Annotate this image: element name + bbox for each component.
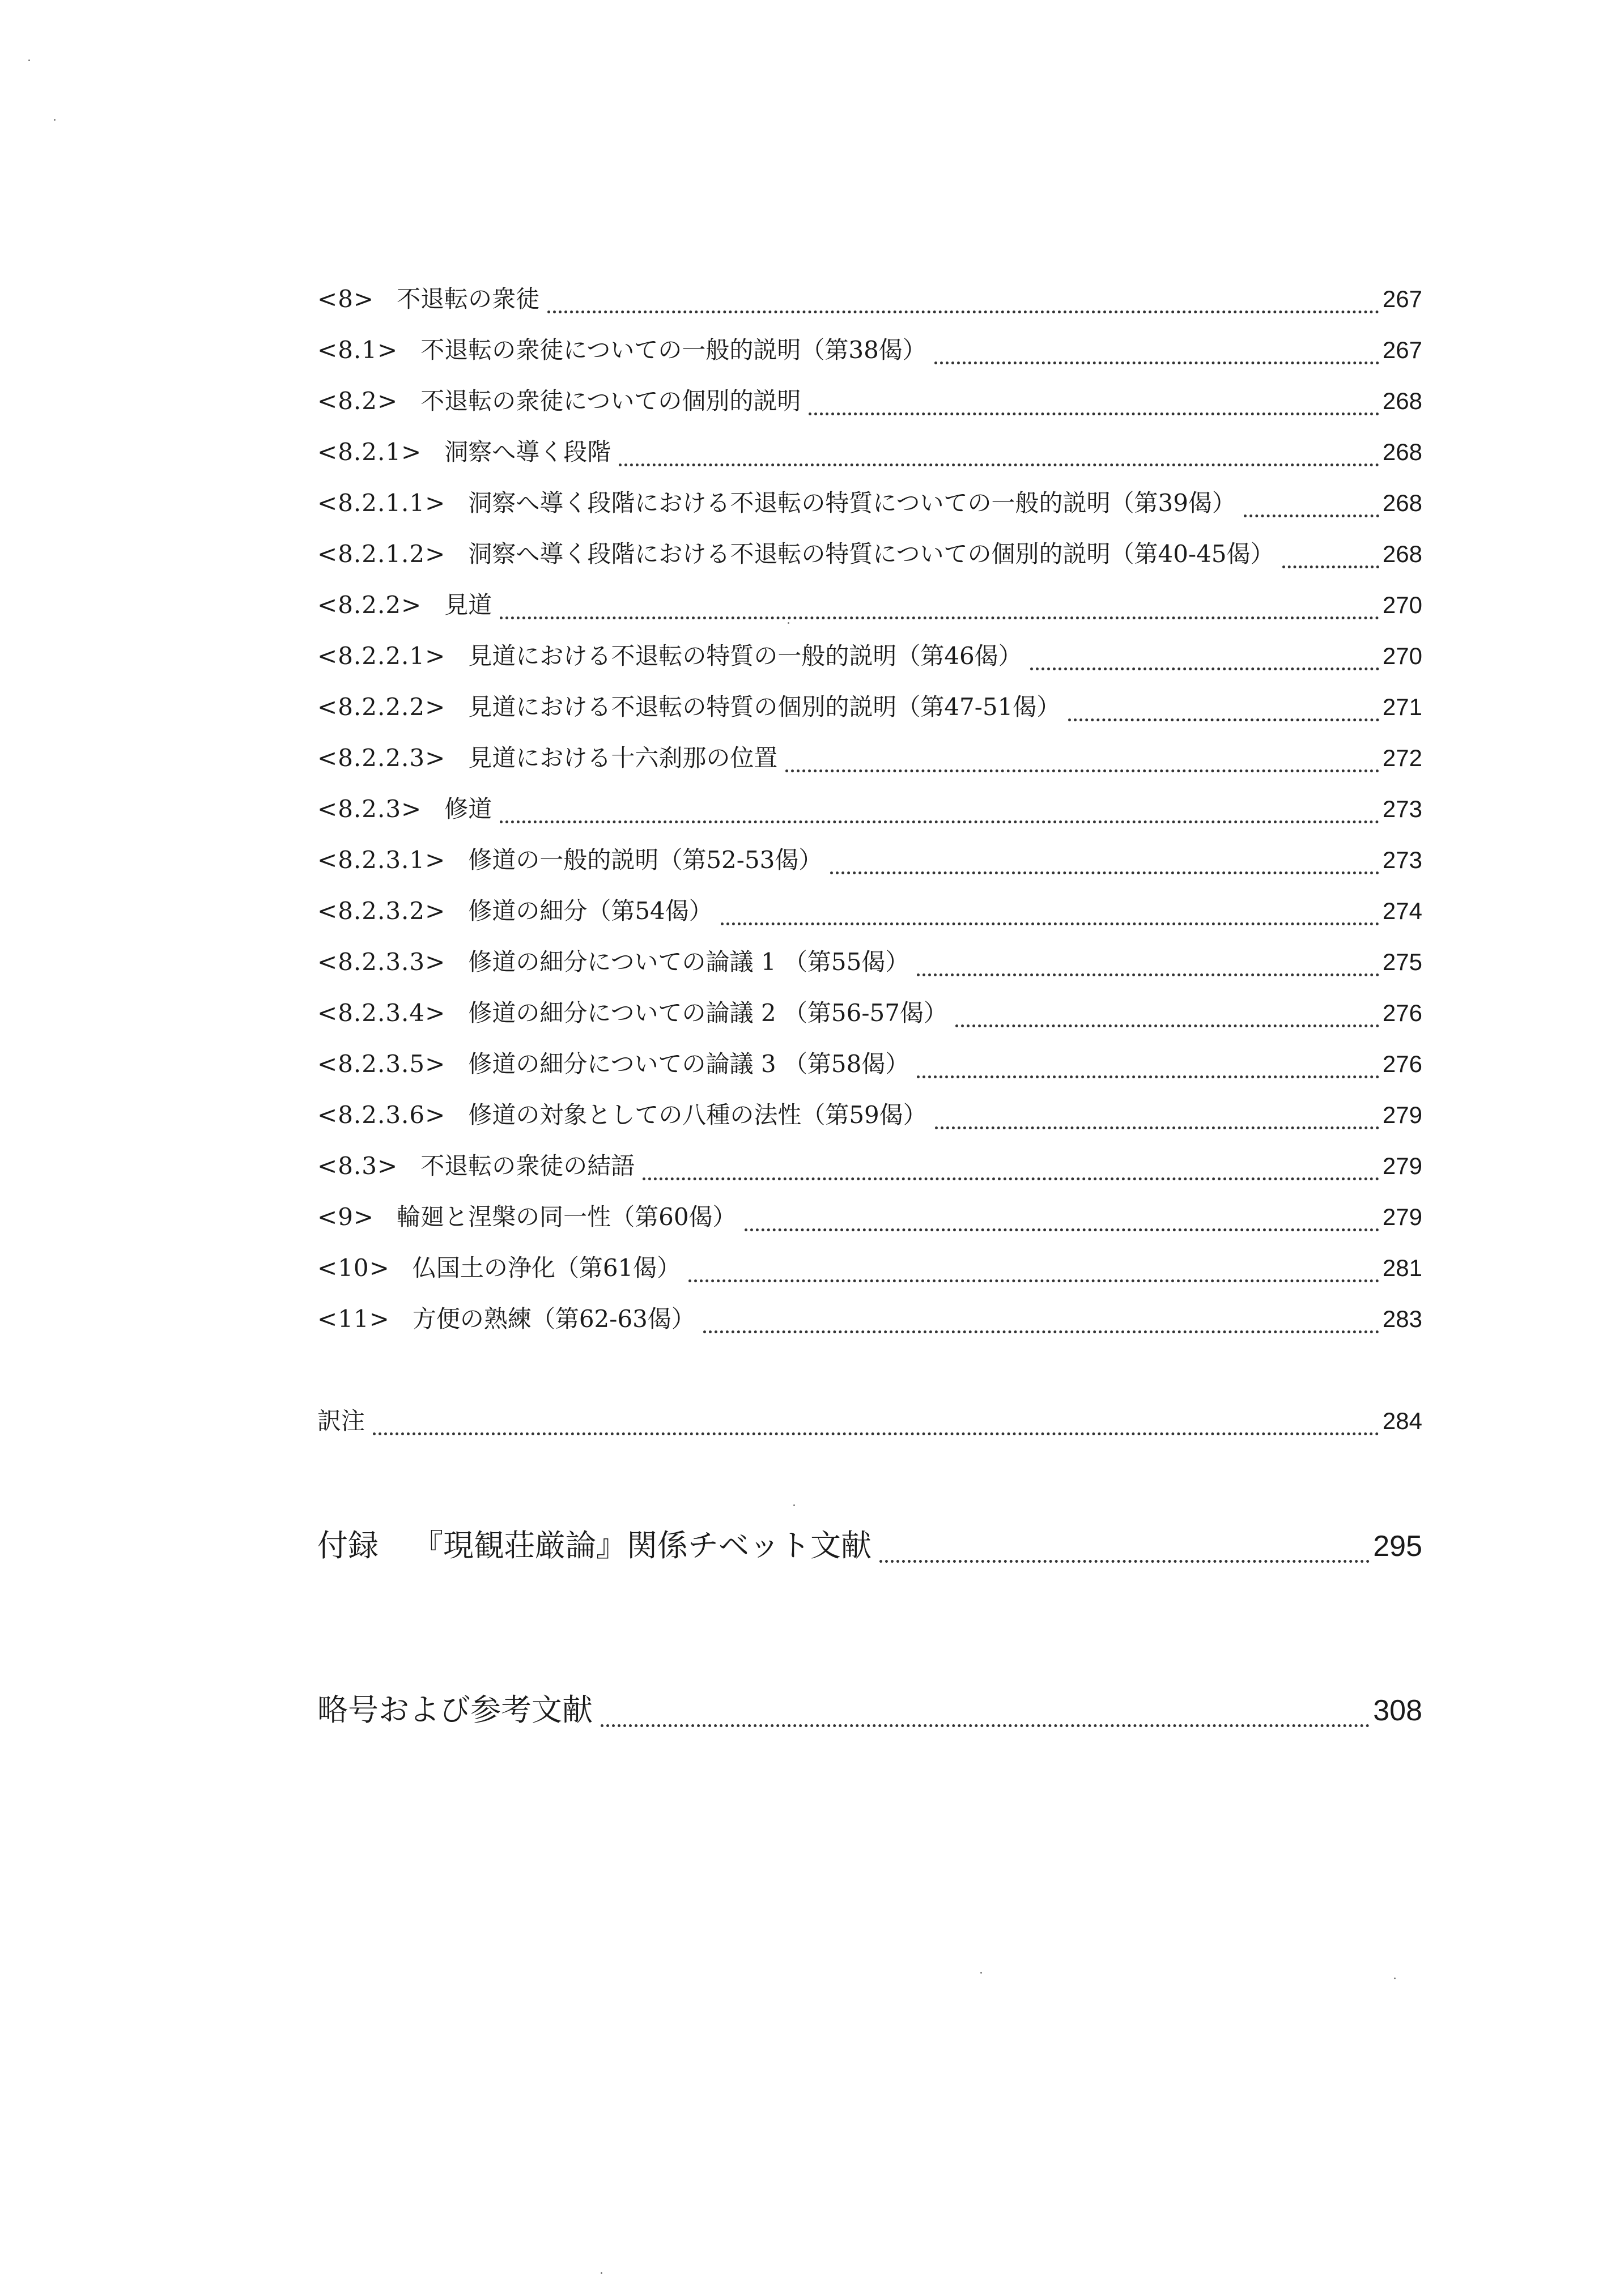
section-number: <8.2.3.3> [317,948,446,976]
scan-speck [788,622,789,624]
section-number: <9> [317,1203,375,1231]
section-title: 洞察へ導く段階における不退転の特質についての一般的説明（第39偈） [468,489,1236,517]
scan-speck [28,59,30,61]
page-number: 308 [1373,1694,1422,1727]
section-number: <10> [317,1254,390,1282]
section-number: <8.2.2.2> [317,693,446,721]
section-title: 見道 [444,591,492,619]
dot-leader [500,616,1379,619]
dot-leader [935,1126,1379,1129]
section-title: 見道における不退転の特質の一般的説明（第46偈） [468,642,1022,670]
page-number: 283 [1382,1306,1422,1332]
toc-entry[interactable] [317,892,1422,943]
section-title: 修道の細分についての論議 1 （第55偈） [468,948,909,976]
page-number: 268 [1382,388,1422,414]
section-number: <8.2.3.6> [317,1101,446,1129]
page-number: 275 [1382,949,1422,975]
page-number: 267 [1382,337,1422,363]
section-title: 見道における十六刹那の位置 [468,744,778,772]
appendix-label: 付録 [317,1528,379,1563]
dot-leader [879,1560,1370,1563]
section-title: 修道の対象としての八種の法性（第59偈） [468,1101,927,1129]
toc-entry[interactable] [317,382,1422,433]
section-title: 修道の細分についての論議 2 （第56-57偈） [468,999,947,1027]
section-number: <8.3> [317,1152,398,1180]
page-number: 274 [1382,898,1422,924]
toc-entry[interactable] [317,841,1422,892]
toc-entry[interactable] [317,1096,1422,1147]
page-number: 272 [1382,745,1422,771]
toc-entry[interactable] [317,331,1422,382]
dot-leader [721,922,1379,925]
dot-leader [619,464,1379,466]
section-number: <8.2> [317,387,398,415]
table-of-contents [317,280,1422,1754]
scan-speck [54,119,56,121]
dot-leader [703,1330,1379,1333]
page-number: 267 [1382,286,1422,312]
toc-entry[interactable] [317,994,1422,1045]
dot-leader [1030,667,1379,670]
toc-notes[interactable] [317,1402,1422,1453]
section-number: <8.2.3.4> [317,999,446,1027]
dot-leader [745,1228,1379,1231]
dot-leader [809,413,1379,415]
toc-entry[interactable] [317,688,1422,739]
dot-leader [1282,566,1379,568]
dot-leader [917,1075,1379,1078]
toc-entry[interactable] [317,484,1422,535]
toc-entry[interactable] [317,739,1422,790]
toc-entry[interactable] [317,1147,1422,1198]
page-number: 270 [1382,592,1422,618]
page-number: 276 [1382,1051,1422,1077]
section-title: 不退転の衆徒 [397,285,540,313]
dot-leader [955,1024,1379,1027]
section-title: 修道の細分についての論議 3 （第58偈） [468,1050,909,1078]
section-number: <8.2.3.5> [317,1050,446,1078]
dot-leader [373,1432,1379,1435]
toc-entry[interactable] [317,790,1422,841]
page-number: 273 [1382,796,1422,822]
dot-leader [830,871,1379,874]
dot-leader [601,1724,1370,1727]
appendix-title: 『現観荘厳論』関係チベット文献 [413,1528,871,1563]
section-title: 不退転の衆徒についての個別的説明 [420,387,801,415]
dot-leader [688,1279,1379,1282]
dot-leader [1244,515,1379,517]
page-number: 270 [1382,643,1422,669]
page-number: 268 [1382,439,1422,465]
toc-entry[interactable] [317,586,1422,637]
page-number: 279 [1382,1204,1422,1230]
section-title: 修道の一般的説明（第52-53偈） [468,846,823,874]
toc-entry[interactable] [317,433,1422,484]
section-number: <8.2.3.2> [317,897,446,925]
toc-bibliography[interactable] [317,1686,1422,1754]
section-title: 方便の熟練（第62-63偈） [412,1305,695,1333]
section-title: 見道における不退転の特質の個別的説明（第47-51偈） [468,693,1061,721]
dot-leader [934,362,1379,364]
section-number: <8.2.2.1> [317,642,446,670]
toc-entry[interactable] [317,1045,1422,1096]
dot-leader [500,820,1379,823]
section-number: <8.2.1> [317,438,422,466]
dot-leader [643,1177,1379,1180]
dot-leader [917,973,1379,976]
dot-leader [785,769,1379,772]
toc-appendix[interactable] [317,1521,1422,1589]
section-number: <8.2.2> [317,591,422,619]
toc-entry[interactable] [317,1300,1422,1351]
toc-entry[interactable] [317,1198,1422,1249]
page-number: 284 [1382,1408,1422,1434]
section-title: 洞察へ導く段階における不退転の特質についての個別的説明（第40-45偈） [468,540,1274,568]
scan-speck [793,1504,795,1506]
section-title: 輪廻と涅槃の同一性（第60偈） [397,1203,737,1231]
section-number: <11> [317,1305,390,1333]
section-title: 不退転の衆徒の結語 [420,1152,635,1180]
scan-speck [980,1972,982,1974]
section-number: <8.1> [317,336,398,364]
section-number: <8.2.2.3> [317,744,446,772]
section-number: <8.2.1.1> [317,489,446,517]
section-title: 修道の細分（第54偈） [468,897,713,925]
toc-entry[interactable] [317,535,1422,586]
page-number: 268 [1382,490,1422,516]
section-number: <8> [317,285,375,313]
notes-title: 訳注 [317,1407,365,1435]
section-title: 仏国土の浄化（第61偈） [412,1254,681,1282]
toc-entry[interactable] [317,1249,1422,1300]
page-number: 273 [1382,847,1422,873]
toc-entry[interactable] [317,280,1422,331]
section-title: 不退転の衆徒についての一般的説明（第38偈） [420,336,926,364]
bibliography-title: 略号および参考文献 [317,1692,593,1728]
section-number: <8.2.1.2> [317,540,446,568]
page-number: 295 [1373,1530,1422,1563]
page-number: 281 [1382,1255,1422,1281]
page-number: 279 [1382,1102,1422,1128]
page-number: 276 [1382,1000,1422,1026]
section-title: 修道 [444,795,492,823]
dot-leader [1068,718,1379,721]
page-number: 268 [1382,541,1422,567]
section-number: <8.2.3> [317,795,422,823]
dot-leader [547,311,1379,313]
scan-speck [601,2272,602,2274]
toc-entry[interactable] [317,943,1422,994]
scan-speck [1394,1978,1396,1979]
section-title: 洞察へ導く段階 [444,438,611,466]
toc-entry[interactable] [317,637,1422,688]
page-number: 279 [1382,1153,1422,1179]
section-number: <8.2.3.1> [317,846,446,874]
page-number: 271 [1382,694,1422,720]
